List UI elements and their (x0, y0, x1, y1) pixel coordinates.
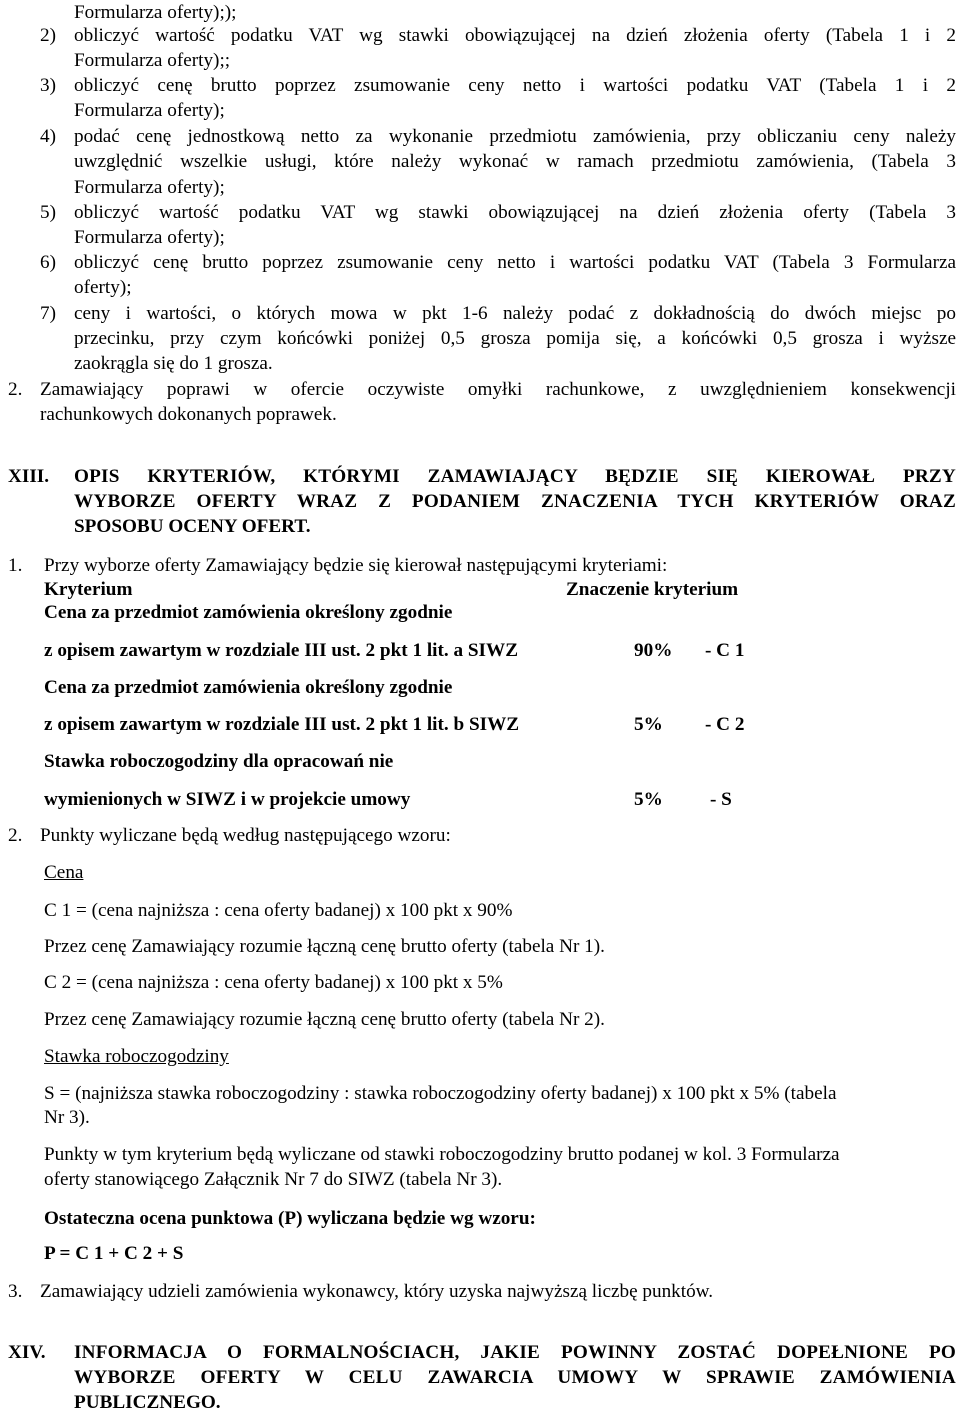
final-score-heading: Ostateczna ocena punktowa (P) wyliczana będzie wg wzoru: (44, 1208, 536, 1229)
list-number: 5) (40, 202, 56, 223)
section-title: WYBORZE OFERTY WRAZ Z PODANIEM ZNACZENIA TYCH KRYTERIÓW ORAZ (74, 491, 956, 512)
paragraph-text: Przy wyborze oferty Zamawiający będzie się kierował następującymi kryteriami: (44, 555, 668, 576)
list-item-text: przecinku, przy czym końcówki poniżej 0,5 grosza pomija się, a końcówki 0,5 grosza i wyższe (74, 328, 956, 349)
list-item-text: ceny i wartości, o których mowa w pkt 1-6 należy podać z dokładnością do dwóch miejsc po (74, 303, 956, 324)
list-item-1-tail: Formularza oferty);); (74, 2, 237, 23)
list-number: 6) (40, 252, 56, 273)
criterion-name: Cena za przedmiot zamówienia określony zgodnie (44, 677, 453, 698)
formula-s: S = (najniższa stawka roboczogodziny : stawka roboczogodziny oferty badanej) x 100 pkt x 5% (tabela (44, 1083, 837, 1104)
list-item-text: Formularza oferty);; (74, 50, 231, 71)
note-s: oferty stanowiącego Załącznik Nr 7 do SIWZ (tabela Nr 3). (44, 1169, 503, 1190)
list-item-text: Formularza oferty); (74, 100, 225, 121)
formula-s: Nr 3). (44, 1107, 90, 1128)
paragraph-number: 2. (8, 379, 23, 400)
criterion-weight: 5% (634, 714, 663, 735)
stawka-heading: Stawka roboczogodziny (44, 1046, 229, 1067)
formula-c2: C 2 = (cena najniższa : cena oferty badanej) x 100 pkt x 5% (44, 972, 503, 993)
list-item-text: oferty); (74, 277, 132, 298)
criteria-header-left: Kryterium (44, 579, 133, 600)
criterion-code: - C 1 (705, 640, 745, 661)
criterion-name: Cena za przedmiot zamówienia określony zgodnie (44, 602, 453, 623)
criterion-name: wymienionych w SIWZ i w projekcie umowy (44, 789, 411, 810)
section-number: XIV. (8, 1342, 46, 1363)
list-item-text: Formularza oferty); (74, 227, 225, 248)
formula-c1: C 1 = (cena najniższa : cena oferty badanej) x 100 pkt x 90% (44, 900, 513, 921)
list-number: 4) (40, 126, 56, 147)
criteria-header-right: Znaczenie kryterium (566, 579, 739, 600)
section-title: PUBLICZNEGO. (74, 1392, 221, 1413)
criterion-name: z opisem zawartym w rozdziale III ust. 2 pkt 1 lit. b SIWZ (44, 714, 520, 735)
list-item-text: Formularza oferty); (74, 177, 225, 198)
list-item-text: obliczyć wartość podatku VAT wg stawki obowiązującej na dzień złożenia oferty (Tabela 1 i 2 (74, 25, 956, 46)
paragraph-text: Punkty wyliczane będą według następującego wzoru: (40, 825, 451, 846)
section-title: OPIS KRYTERIÓW, KTÓRYMI ZAMAWIAJĄCY BĘDZIE SIĘ KIEROWAŁ PRZY (74, 466, 956, 487)
criterion-code: - S (710, 789, 732, 810)
section-number: XIII. (8, 466, 50, 487)
criterion-weight: 5% (634, 789, 663, 810)
list-item-text: obliczyć cenę brutto poprzez zsumowanie ceny netto i wartości podatku VAT (Tabela 3 Formularza (74, 252, 956, 273)
criterion-code: - C 2 (705, 714, 745, 735)
list-item-text: podać cenę jednostkową netto za wykonanie przedmiotu zamówienia, przy obliczaniu ceny należy (74, 126, 956, 147)
section-title: SPOSOBU OCENY OFERT. (74, 516, 311, 537)
list-number: 2) (40, 25, 56, 46)
paragraph-text: rachunkowych dokonanych poprawek. (40, 404, 337, 425)
criterion-name: z opisem zawartym w rozdziale III ust. 2 pkt 1 lit. a SIWZ (44, 640, 518, 661)
list-item-text: obliczyć wartość podatku VAT wg stawki obowiązującej na dzień złożenia oferty (Tabela 3 (74, 202, 956, 223)
section-title: WYBORZE OFERTY W CELU ZAWARCIA UMOWY W SPRAWIE ZAMÓWIENIA (74, 1367, 956, 1388)
list-item-text: zaokrągla się do 1 grosza. (74, 353, 273, 374)
list-item-text: uwzględnić wszelkie usługi, które należy wykonać w ramach przedmiotu zamówienia, (Tabela 3 (74, 151, 956, 172)
section-title: INFORMACJA O FORMALNOŚCIACH, JAKIE POWINNY ZOSTAĆ DOPEŁNIONE PO (74, 1342, 956, 1363)
paragraph-text: Zamawiający poprawi w ofercie oczywiste omyłki rachunkowe, z uwzględnieniem konsekwencji (40, 379, 956, 400)
criterion-name: Stawka roboczogodziny dla opracowań nie (44, 751, 394, 772)
criterion-weight: 90% (634, 640, 673, 661)
cena-heading: Cena (44, 862, 84, 883)
note-c1: Przez cenę Zamawiający rozumie łączną cenę brutto oferty (tabela Nr 1). (44, 936, 605, 957)
list-number: 3) (40, 75, 56, 96)
paragraph-number: 1. (8, 555, 23, 576)
note-c2: Przez cenę Zamawiający rozumie łączną cenę brutto oferty (tabela Nr 2). (44, 1009, 605, 1030)
paragraph-text: Zamawiający udzieli zamówienia wykonawcy, który uzyska najwyższą liczbę punktów. (40, 1281, 714, 1302)
paragraph-number: 3. (8, 1281, 23, 1302)
list-item-text: obliczyć cenę brutto poprzez zsumowanie ceny netto i wartości podatku VAT (Tabela 1 i 2 (74, 75, 956, 96)
paragraph-number: 2. (8, 825, 23, 846)
final-score-formula: P = C 1 + C 2 + S (44, 1243, 184, 1264)
list-number: 7) (40, 303, 56, 324)
note-s: Punkty w tym kryterium będą wyliczane od stawki roboczogodziny brutto podanej w kol. 3 Formularza (44, 1144, 840, 1165)
